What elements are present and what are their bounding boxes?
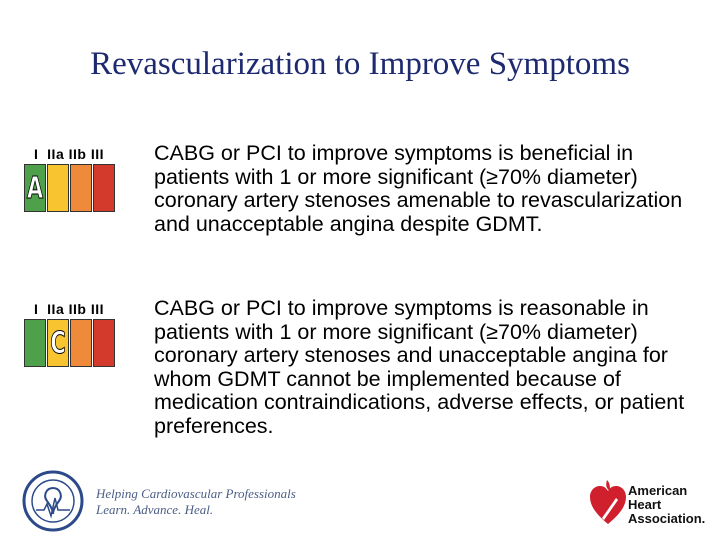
class-labels: I IIa IIb III — [34, 146, 105, 162]
acc-tagline — [96, 486, 296, 518]
class-i-box — [24, 319, 46, 367]
class-boxes — [24, 319, 116, 367]
aha-wordmark — [628, 484, 705, 526]
aha-line-3: Association. — [628, 511, 706, 526]
aha-line-1: American — [628, 483, 688, 498]
tagline-line-2: Learn. Advance. Heal. — [96, 502, 214, 517]
level-of-evidence: C — [50, 325, 66, 361]
acc-seal-logo — [22, 470, 84, 532]
class-iib-box — [70, 319, 92, 367]
tagline-line-1: Helping Cardiovascular Professionals — [96, 486, 296, 501]
page-title: Revascularization to Improve Symptoms — [90, 46, 630, 82]
class-boxes — [24, 164, 116, 212]
class-labels: I IIa IIb III — [34, 301, 105, 317]
class-iib-box — [70, 164, 92, 212]
class-iii-box — [93, 164, 115, 212]
class-iia-box — [47, 164, 69, 212]
aha-line-2: Heart — [628, 497, 662, 512]
recommendation-text: CABG or PCI to improve symptoms is beneficial in patients with 1 or more significant (≥70% diameter) coronary artery stenoses amenable to revascularization and unacceptable angina despite GDMT. — [154, 141, 683, 236]
class-iii-box — [93, 319, 115, 367]
aha-heart-torch-logo — [588, 478, 628, 528]
level-of-evidence: A — [26, 170, 44, 206]
recommendation-text: CABG or PCI to improve symptoms is reasonable in patients with 1 or more significant (≥70% diameter) coronary artery stenoses and unacceptable angina for whom GDMT cannot be implemented because of medication contraindications, adverse effects, or patient preferences. — [154, 296, 685, 438]
